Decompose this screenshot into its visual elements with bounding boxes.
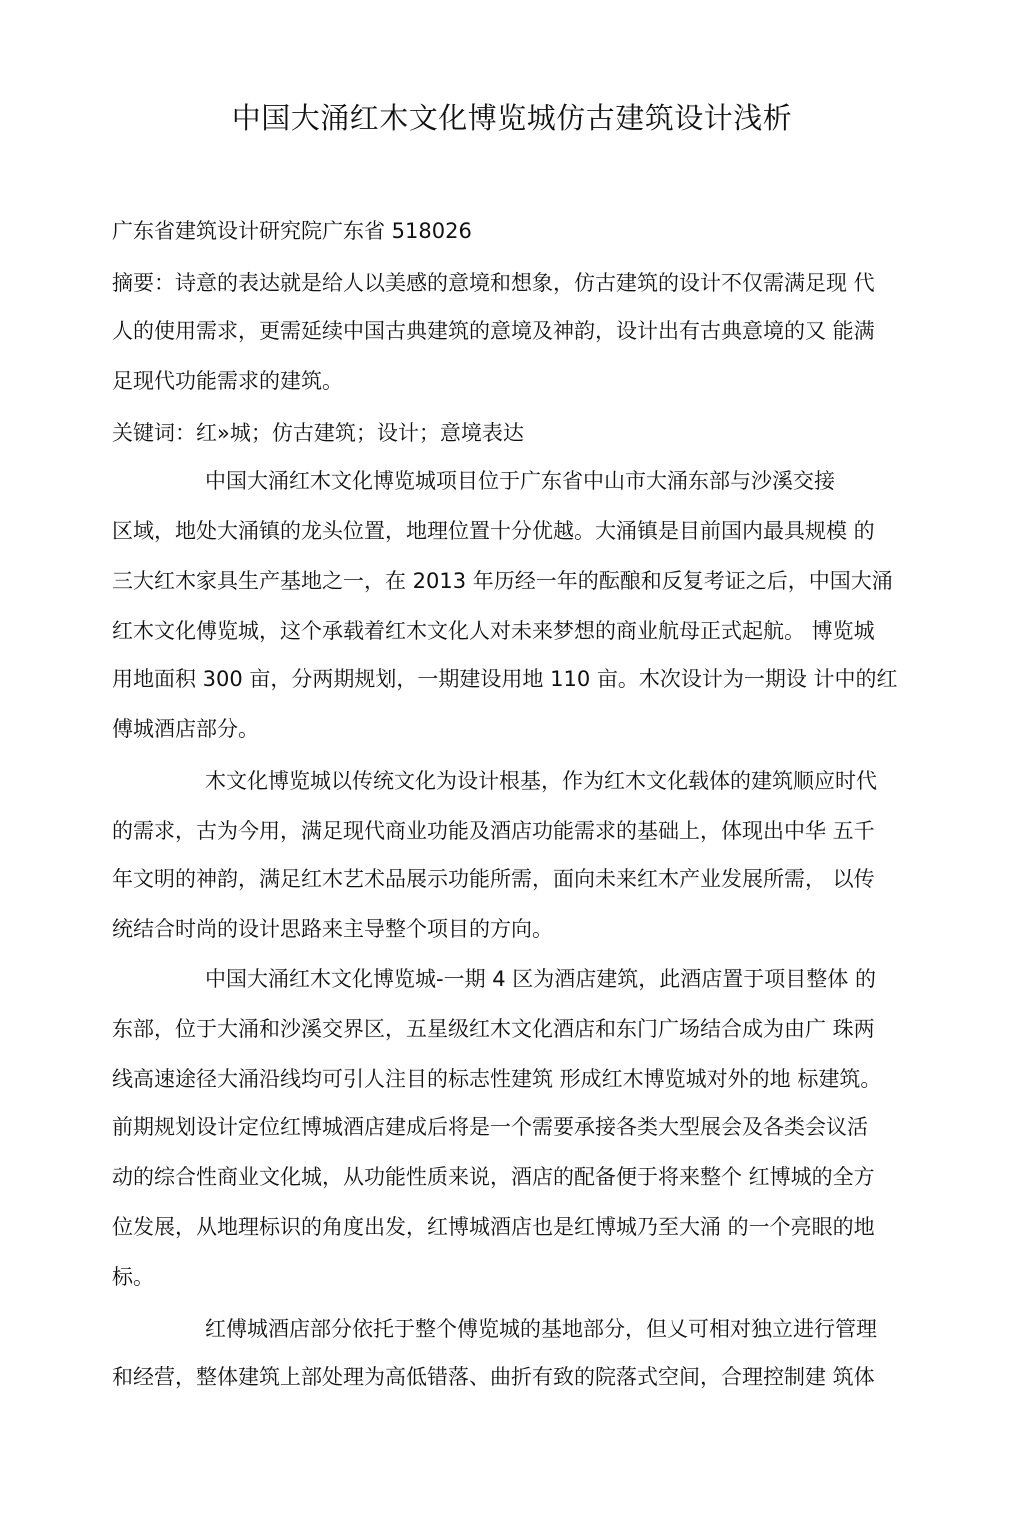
paragraph-line: 线高速途径大涌沿线均可引人注目的标志性建筑 形成红木博览城对外的地 标建筑。 bbox=[112, 1067, 882, 1091]
paragraph-line: 动的综合性商业文化城，从功能性质来说，酒店的配备便于将来整个 红博城的全方 bbox=[112, 1165, 875, 1189]
paragraph-line: 位发展，从地理标识的角度出发，红博城酒店也是红博城乃至大涌 的一个亮眼的地 bbox=[112, 1215, 875, 1239]
paragraph-line: 前期规划设计定位红博城酒店建成后将是一个需要承接各类大型展会及各类会议活 bbox=[112, 1115, 868, 1139]
paragraph-line: 红木文化傅览城，这个承载着红木文化人对未来梦想的商业航母正式起航。 博览城 bbox=[112, 619, 875, 643]
author-affiliation: 广东省建筑设计研究院广东省 518026 bbox=[112, 219, 472, 243]
paragraph-line: 年文明的神韵，满足红木艺术品展示功能所需，面向未来红木产业发展所需， 以传 bbox=[112, 867, 875, 891]
paragraph-line: 统结合时尚的设计思路来主导整个项目的方向。 bbox=[112, 917, 553, 941]
keywords-line: 关键词：红»城；仿古建筑；设计；意境表达 bbox=[112, 421, 524, 445]
paragraph-line: 区域，地处大涌镇的龙头位置，地理位置十分优越。大涌镇是目前国内最具规模 的 bbox=[112, 519, 875, 543]
paragraph-line: 红傅城酒店部分依托于整个傅览城的基地部分，但乂可相对独立进行管理 bbox=[205, 1317, 877, 1341]
paragraph-line: 傅城酒店部分。 bbox=[112, 717, 259, 741]
paragraph-line: 和经营，整体建筑上部处理为高低错落、曲折有致的院落式空间，合理控制建 筑体 bbox=[112, 1365, 875, 1389]
document-title: 中国大涌红木文化博览城仿古建筑设计浅析 bbox=[231, 101, 793, 135]
paragraph-line: 用地面积 300 亩，分两期规划，一期建设用地 110 亩。木次设计为一期设 计中的红 bbox=[112, 667, 898, 691]
paragraph-line: 木文化博览城以传统文化为设计根基，作为红木文化载体的建筑顺应时代 bbox=[205, 769, 877, 793]
paragraph-line: 中国大涌红木文化博览城项目位于广东省中山市大涌东部与沙溪交接 bbox=[205, 469, 835, 493]
abstract-line: 摘要：诗意的表达就是给人以美感的意境和想象，仿古建筑的设计不仅需满足现 代 bbox=[112, 271, 875, 295]
abstract-line: 人的使用需求，更需延续中国古典建筑的意境及神韵，设计出有古典意境的又 能满 bbox=[112, 319, 875, 343]
abstract-line: 足现代功能需求的建筑。 bbox=[112, 369, 343, 393]
paragraph-line: 三大红木家具生产基地之一，在 2013 年历经一年的酝酿和反复考证之后，中国大涌 bbox=[112, 569, 893, 593]
paragraph-line: 东部，位于大涌和沙溪交界区，五星级红木文化酒店和东门广场结合成为由广 珠两 bbox=[112, 1017, 875, 1041]
paragraph-line: 标。 bbox=[112, 1265, 154, 1289]
paragraph-line: 中国大涌红木文化博览城-一期 4 区为酒店建筑，此酒店置于项目整体 的 bbox=[205, 967, 876, 991]
paragraph-line: 的需求，古为今用，满足现代商业功能及酒店功能需求的基础上，体现出中华 五千 bbox=[112, 819, 875, 843]
